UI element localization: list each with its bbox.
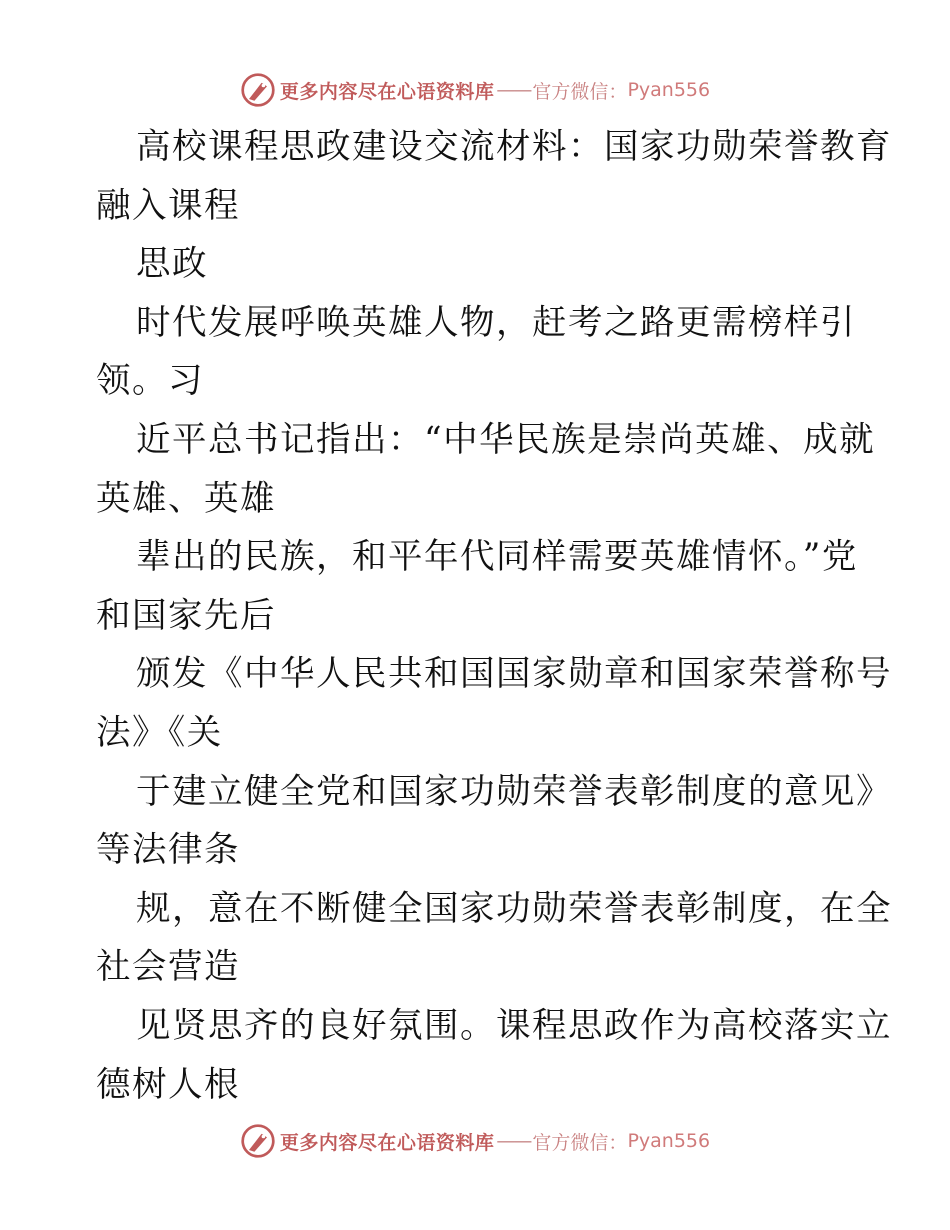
doc-line: 思政 xyxy=(136,244,208,285)
doc-line: 法》《关 xyxy=(96,712,223,753)
banner-separator: —— xyxy=(496,79,531,101)
doc-line: 颁发《中华人民共和国国家勋章和国家荣誉称号 xyxy=(136,654,892,695)
banner-wechat-id: Pyan556 xyxy=(627,1130,711,1152)
doc-line: 见贤思齐的良好氛围。课程思政作为高校落实立 xyxy=(136,1005,892,1046)
doc-line: 英雄、英雄 xyxy=(96,478,276,519)
doc-line: 时代发展呼唤英雄人物，赶考之路更需榜样引 xyxy=(136,302,856,343)
doc-line: 等法律条 xyxy=(96,830,240,871)
document-body xyxy=(96,118,892,1114)
doc-line: 社会营造 xyxy=(96,947,240,988)
banner-wechat-label: 官方微信： xyxy=(532,1131,628,1154)
doc-line: 于建立健全党和国家功勋荣誉表彰制度的意见》 xyxy=(136,771,892,812)
banner-wechat-label: 官方微信： xyxy=(532,80,628,103)
pen-nib-logo-icon xyxy=(240,72,276,108)
doc-line: 和国家先后 xyxy=(96,595,276,636)
doc-line: 近平总书记指出：“中华民族是崇尚英雄、成就 xyxy=(136,419,876,460)
banner-main-text: 更多内容尽在心语资料库 xyxy=(279,80,495,103)
footer-banner xyxy=(0,1121,950,1161)
doc-line: 辈出的民族，和平年代同样需要英雄情怀。”党 xyxy=(136,537,858,578)
doc-line: 领。习 xyxy=(96,361,204,402)
banner-separator: —— xyxy=(496,1130,531,1152)
banner-wechat-id: Pyan556 xyxy=(627,79,711,101)
header-banner xyxy=(0,70,950,110)
doc-line: 德树人根 xyxy=(96,1064,240,1105)
doc-line: 融入课程 xyxy=(96,185,240,226)
doc-line: 规，意在不断健全国家功勋荣誉表彰制度，在全 xyxy=(136,888,892,929)
pen-nib-logo-icon xyxy=(240,1123,276,1159)
banner-main-text: 更多内容尽在心语资料库 xyxy=(279,1131,495,1154)
doc-line: 高校课程思政建设交流材料：国家功勋荣誉教育 xyxy=(136,127,892,167)
